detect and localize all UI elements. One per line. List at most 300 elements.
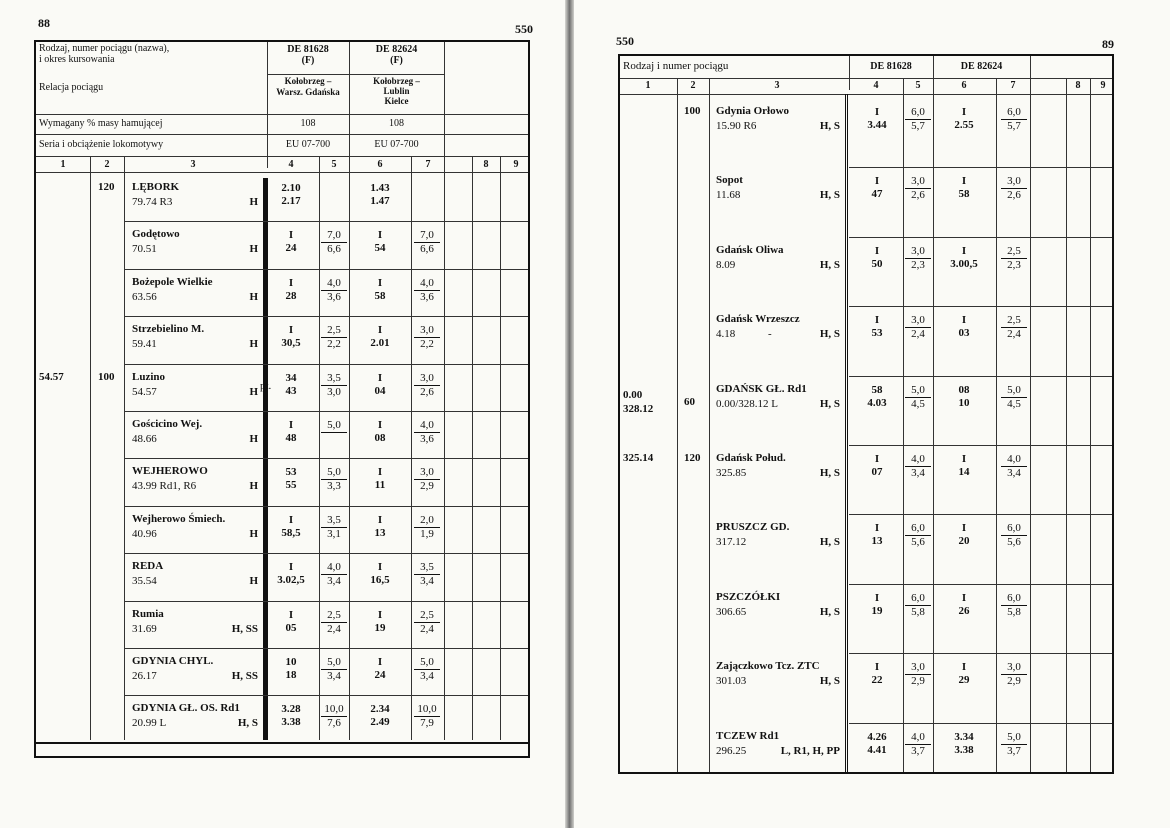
train-2-running-time	[414, 703, 440, 730]
running-time-value: 3,4	[420, 575, 434, 588]
speed-value: 120	[98, 181, 115, 193]
running-time-value: 3,7	[1007, 744, 1021, 757]
table-row	[620, 173, 1112, 242]
train-2-loco: EU 07-700	[374, 139, 419, 150]
train-1-time: 13	[871, 535, 883, 548]
column-number: 5	[915, 80, 921, 91]
train-2-time: 3.34	[954, 730, 974, 743]
train-2-running-time	[1001, 106, 1027, 133]
train-2-time: I	[961, 522, 967, 535]
km-column-value: 0.00	[623, 388, 643, 401]
station-name: Rumia	[132, 607, 164, 620]
running-time-value: 3,5	[321, 514, 347, 528]
train-2-time: I	[961, 661, 967, 674]
train-1-time: I	[288, 561, 294, 574]
train-1-time: 3.44	[867, 119, 887, 131]
row-divider	[124, 269, 528, 270]
station-name: Zajączkowo Tcz. ZTC	[716, 660, 820, 673]
train-1-loco: EU 07-700	[285, 139, 331, 150]
running-time-value: 7,0	[321, 229, 347, 243]
row-divider	[849, 445, 1112, 446]
table-row	[36, 701, 528, 748]
train-1-time: I	[874, 522, 880, 535]
train-1-time: I	[874, 314, 880, 327]
station-codes: L, R1, H, PP	[780, 744, 840, 757]
speed-value: 60	[684, 395, 695, 408]
table-row	[620, 104, 1112, 173]
train-2-time: 2.34	[370, 703, 390, 716]
train-1-time: 2.10	[281, 182, 301, 194]
station-km: 63.56	[132, 290, 157, 303]
station-km: 4.18	[716, 328, 736, 341]
train-2-time: 04	[374, 384, 386, 397]
train-2-brake: 108	[389, 118, 404, 129]
section-number: 550	[515, 22, 533, 36]
running-time-value: 4,0	[321, 277, 347, 291]
running-time-value: 2,5	[1001, 245, 1027, 259]
train-1-header: DE 81628	[870, 61, 912, 72]
station-codes: H, S	[819, 605, 840, 618]
table-row	[36, 227, 528, 274]
train-2-running-time	[414, 609, 440, 636]
train-2-running-time	[414, 561, 440, 588]
train-1-time: 05	[285, 621, 297, 634]
train-1-time: I	[288, 229, 294, 242]
running-time-value: 10,0	[414, 703, 440, 717]
header-relation: Relacja pociągu	[39, 82, 104, 93]
running-time-value: 5,0	[321, 466, 347, 480]
table-row	[620, 312, 1112, 381]
train-1-time: 10	[285, 656, 297, 668]
train-1-brake: 108	[300, 118, 316, 129]
section-number: 550	[616, 34, 634, 48]
station-km: 11.68	[716, 189, 741, 202]
running-time-value: 3,0	[905, 175, 931, 189]
train-1-time: 07	[871, 466, 883, 478]
train-1-time: 43	[285, 384, 297, 397]
row-divider	[124, 364, 528, 365]
train-2-time: I	[377, 324, 383, 337]
row-divider	[849, 584, 1112, 585]
station-name: Gdańsk Połud.	[716, 452, 786, 464]
train-2-time: 3.00,5	[950, 257, 978, 270]
running-time-value: 4,0	[321, 561, 347, 575]
train-2-running-time	[414, 324, 440, 351]
running-time-value: 2,4	[1007, 328, 1021, 341]
train-1-time: I	[874, 175, 880, 188]
table-row	[36, 654, 528, 701]
train-2-time: 1.47	[370, 195, 390, 207]
train-2-time: 58	[958, 188, 970, 201]
train-1-running-time	[905, 453, 931, 480]
row-divider	[124, 316, 528, 317]
train-2-time: 08	[374, 432, 386, 444]
column-number: 3	[774, 80, 780, 91]
table-row	[36, 512, 528, 559]
train-2-time: I	[377, 513, 383, 526]
train-1-time: 3.38	[281, 716, 301, 729]
table-row	[36, 417, 528, 464]
train-2-running-time	[414, 656, 440, 683]
train-2-running-time	[1001, 661, 1027, 688]
train-1-running-time	[905, 592, 931, 619]
running-time-value: 5,0	[905, 384, 931, 398]
running-time-value: 6,0	[1001, 522, 1027, 536]
running-time-value: 5,8	[1007, 605, 1021, 618]
train-1-time: 53	[285, 466, 297, 479]
train-1-time: 34	[285, 371, 297, 384]
station-codes: H	[249, 338, 258, 351]
running-time-value: 6,0	[905, 522, 931, 536]
row-divider	[124, 695, 528, 696]
train-2-time: 3.38	[954, 743, 974, 756]
running-time-value: 3,4	[327, 670, 341, 682]
row-divider	[124, 601, 528, 602]
page-number: 88	[38, 16, 50, 30]
train-2-time: I	[377, 276, 383, 289]
running-time-value: 10,0	[321, 703, 347, 717]
running-time-value: 3,4	[420, 670, 434, 682]
speed-value: 120	[684, 452, 701, 464]
station-codes: H	[249, 385, 258, 398]
row-divider	[849, 514, 1112, 515]
running-time-value: 5,8	[911, 605, 925, 618]
train-1-relation: Kołobrzeg – Warsz. Gdańska	[276, 76, 340, 97]
running-time-value: 6,6	[327, 243, 341, 256]
stop-note: pt.	[260, 379, 272, 392]
column-number: 1	[60, 159, 66, 170]
running-time-value: 6,0	[1001, 592, 1027, 606]
station-km: 31.69	[132, 622, 157, 635]
table-row	[620, 451, 1112, 520]
row-divider	[124, 506, 528, 507]
km-column-value: 54.57	[39, 370, 64, 383]
train-2-running-time	[1001, 731, 1027, 758]
train-2-relation: Kołobrzeg – Lublin Kielce	[373, 76, 420, 106]
running-time-value: 7,9	[420, 717, 434, 730]
running-time-value: 6,0	[905, 592, 931, 606]
column-number: 4	[873, 80, 879, 91]
train-2-time: I	[377, 656, 383, 668]
station-codes: H, SS	[231, 670, 258, 682]
train-2-time: 24	[374, 669, 386, 681]
station-km: 325.85	[716, 467, 747, 479]
running-time-value: 7,6	[327, 717, 341, 730]
running-time-value: 5,0	[321, 419, 347, 433]
book-gutter	[565, 0, 574, 828]
running-time-value: 3,6	[420, 290, 434, 303]
running-time-value: 3,0	[1001, 175, 1027, 189]
train-2-time: I	[377, 608, 383, 621]
timetable-grid	[34, 40, 530, 758]
train-1-time: 53	[871, 327, 883, 340]
train-1-running-time	[321, 609, 347, 636]
train-2-time: I	[377, 419, 383, 431]
station-km: 301.03	[716, 675, 747, 688]
train-1-time: 18	[285, 669, 297, 681]
running-time-value: 5,7	[911, 120, 925, 132]
train-1-running-time	[321, 656, 347, 683]
station-codes: H, S	[819, 675, 840, 688]
station-name: GDYNIA CHYL.	[132, 655, 214, 667]
train-2-time: 19	[374, 621, 386, 634]
running-time-value: 4,0	[414, 419, 440, 433]
train-1-time: 24	[285, 242, 297, 255]
running-time-value: 2,3	[911, 258, 925, 271]
table-row	[36, 607, 528, 654]
running-time-value: 1,9	[420, 527, 434, 540]
running-time-value: 6,0	[905, 106, 931, 120]
running-time-value: 5,0	[1001, 731, 1027, 745]
running-time-value: 3,5	[321, 372, 347, 386]
table-row	[36, 322, 528, 369]
train-2-header: DE 82624 (F)	[375, 44, 418, 66]
train-2-time: 26	[958, 604, 970, 617]
station-name: Wejherowo Śmiech.	[132, 512, 226, 525]
station-name: GDYNIA GŁ. OS. Rd1	[132, 702, 240, 715]
station-km: 317.12	[716, 536, 747, 549]
train-2-time: I	[961, 175, 967, 188]
running-time-value: 5,0	[414, 656, 440, 670]
station-codes: H	[249, 527, 258, 540]
train-1-header: DE 81628 (F)	[287, 44, 329, 66]
station-km: 79.74 R3	[132, 196, 173, 208]
train-2-time: 2.01	[370, 337, 390, 350]
table-row	[620, 243, 1112, 312]
column-number: 9	[513, 159, 519, 170]
running-time-value: 4,5	[911, 397, 925, 410]
train-1-time: 19	[871, 604, 883, 617]
train-1-running-time	[321, 514, 347, 541]
station-name: Sopot	[716, 174, 743, 187]
station-codes: H, S	[819, 258, 840, 271]
header-kind: Rodzaj i numer pociągu	[623, 60, 729, 72]
station-name: Strzebielino M.	[132, 323, 205, 336]
station-codes: H	[249, 290, 258, 303]
column-number: 7	[425, 159, 431, 170]
running-time-value: 3,0	[905, 314, 931, 328]
table-row	[36, 370, 528, 417]
column-number: 2	[104, 159, 110, 170]
running-time-value: 5,6	[911, 536, 925, 549]
train-2-running-time	[1001, 384, 1027, 411]
station-name: Gościcino Wej.	[132, 418, 203, 430]
station-km: 35.54	[132, 575, 157, 588]
train-1-running-time	[321, 277, 347, 304]
train-1-time: 28	[285, 289, 297, 302]
row-divider	[124, 411, 528, 412]
train-2-time: 20	[958, 535, 970, 548]
column-number: 8	[483, 159, 489, 170]
station-codes: H	[249, 196, 258, 208]
station-name: PSZCZÓŁKI	[716, 590, 781, 603]
train-2-running-time	[1001, 314, 1027, 341]
table-row	[36, 464, 528, 511]
running-time-value: 2,6	[911, 189, 925, 202]
station-codes: H, SS	[231, 622, 258, 635]
train-1-running-time	[321, 324, 347, 351]
train-2-running-time	[414, 372, 440, 399]
train-1-running-time	[905, 106, 931, 133]
row-divider	[124, 648, 528, 649]
station-km: 54.57	[132, 385, 157, 398]
station-name: TCZEW Rd1	[716, 729, 780, 742]
station-name: LĘBORK	[132, 181, 180, 193]
header-kind: Rodzaj, numer pociągu (nazwa),	[39, 43, 170, 54]
station-name: Gdańsk Wrzeszcz	[716, 313, 800, 326]
row-divider	[124, 221, 528, 222]
station-name: Godętowo	[132, 228, 180, 241]
train-2-time: 08	[958, 383, 970, 396]
train-1-running-time	[321, 703, 347, 730]
station-codes: H	[249, 433, 258, 445]
running-time-value: 4,5	[1007, 397, 1021, 410]
header-period: i okres kursowania	[39, 54, 115, 65]
train-2-running-time	[1001, 592, 1027, 619]
train-2-time: I	[377, 561, 383, 574]
running-time-value: 2,9	[1007, 675, 1021, 688]
running-time-value: 3,0	[905, 661, 931, 675]
km-column-value: 325.14	[623, 452, 654, 464]
train-1-time: 55	[285, 479, 297, 492]
station-km: 48.66	[132, 433, 157, 445]
column-number: 6	[377, 159, 383, 170]
running-time-value: 3,7	[911, 744, 925, 757]
running-time-value: 2,6	[420, 385, 434, 398]
station-name: PRUSZCZ GD.	[716, 521, 790, 534]
train-2-time: 11	[374, 479, 386, 492]
train-1-time: I	[288, 324, 294, 337]
running-time-value: 6,0	[1001, 106, 1027, 120]
station-codes: H	[249, 575, 258, 588]
station-codes: H	[249, 243, 258, 256]
station-codes: H, S	[819, 467, 840, 479]
station-km: 306.65	[716, 605, 747, 618]
running-time-value: 4,0	[1001, 453, 1027, 467]
row-divider	[124, 553, 528, 554]
train-1-time: 3.02,5	[277, 574, 305, 587]
train-1-time: I	[874, 106, 880, 118]
running-time-value: 2,5	[321, 609, 347, 623]
station-name: REDA	[132, 560, 164, 573]
train-2-time: I	[377, 371, 383, 384]
train-2-time: I	[961, 106, 967, 118]
station-codes: H, S	[819, 189, 840, 202]
train-1-time: 3.28	[281, 703, 301, 716]
running-time-value: 2,2	[327, 338, 341, 351]
station-codes: H	[249, 480, 258, 493]
running-time-value: 2,2	[420, 338, 434, 351]
station-km: 26.17	[132, 670, 157, 682]
running-time-value: 7,0	[414, 229, 440, 243]
train-2-time: 1.43	[370, 182, 390, 194]
running-time-value: 2,5	[1001, 314, 1027, 328]
train-2-running-time	[1001, 522, 1027, 549]
train-1-time: 58	[871, 383, 883, 396]
station-name: Bożepole Wielkie	[132, 275, 213, 288]
table-row	[36, 180, 528, 227]
train-1-running-time	[905, 522, 931, 549]
running-time-value: 2,9	[911, 675, 925, 688]
train-1-time: I	[874, 244, 880, 257]
row-divider	[849, 306, 1112, 307]
station-km: 20.99 L	[132, 717, 167, 730]
running-time-value: 2,4	[327, 622, 341, 635]
train-2-running-time	[414, 514, 440, 541]
train-1-running-time	[905, 661, 931, 688]
running-time-value: 6,6	[420, 243, 434, 256]
train-1-time: I	[288, 276, 294, 289]
train-2-time: 2.49	[370, 716, 390, 729]
station-codes: H, S	[819, 397, 840, 410]
train-1-time: 50	[871, 257, 883, 270]
running-time-value: 2,5	[321, 324, 347, 338]
train-1-running-time	[321, 466, 347, 493]
table-row	[620, 382, 1112, 451]
train-1-running-time	[905, 731, 931, 758]
running-time-value: 4,0	[905, 453, 931, 467]
station-codes: H, S	[237, 717, 258, 730]
running-time-value: 5,0	[1001, 384, 1027, 398]
column-number: 4	[288, 159, 294, 170]
running-time-value: 5,7	[1007, 120, 1021, 132]
train-1-time: 58,5	[281, 526, 301, 539]
speed-value: 100	[98, 370, 115, 383]
header-brake: Wymagany % masy hamującej	[39, 118, 163, 129]
running-time-value: 2,4	[911, 328, 925, 341]
row-divider	[124, 458, 528, 459]
running-time-value: 3,3	[327, 480, 341, 493]
running-time-value: 3,0	[1001, 661, 1027, 675]
table-row	[36, 275, 528, 322]
station-km: 8.09	[716, 258, 736, 271]
header-loco: Seria i obciążenie lokomotywy	[39, 139, 164, 150]
train-2-time: 54	[374, 242, 386, 255]
train-1-time: 2.17	[281, 195, 301, 207]
running-time-value: 3,5	[414, 561, 440, 575]
running-time-value: 2,6	[1007, 189, 1021, 202]
right-page	[574, 0, 1170, 828]
train-2-time: I	[377, 229, 383, 242]
train-1-running-time	[321, 561, 347, 588]
running-time-value: 5,0	[321, 656, 347, 670]
running-time-value: 2,3	[1007, 258, 1021, 271]
running-time-value: 4,0	[414, 277, 440, 291]
column-number: 9	[1100, 80, 1106, 91]
train-1-running-time	[321, 372, 347, 399]
train-2-time: 16,5	[370, 574, 390, 587]
column-number: 6	[961, 80, 967, 91]
train-2-running-time	[414, 229, 440, 256]
train-1-time: 47	[871, 188, 883, 201]
table-row	[620, 659, 1112, 728]
station-name: Luzino	[132, 370, 166, 383]
running-time-value: 3,0	[414, 372, 440, 386]
station-km: 59.41	[132, 338, 157, 351]
page-number: 89	[1102, 37, 1114, 51]
column-number: 8	[1075, 80, 1081, 91]
train-1-time: 48	[285, 432, 297, 444]
train-2-running-time	[1001, 453, 1027, 480]
station-codes: H, S	[819, 120, 840, 132]
station-name: WEJHEROWO	[132, 465, 208, 478]
train-1-time: I	[288, 608, 294, 621]
station-km: 0.00/328.12 L	[716, 397, 779, 410]
train-2-running-time	[1001, 245, 1027, 272]
running-time-value: 4,0	[905, 731, 931, 745]
running-time-value: 2,5	[414, 609, 440, 623]
column-number: 2	[690, 80, 696, 91]
